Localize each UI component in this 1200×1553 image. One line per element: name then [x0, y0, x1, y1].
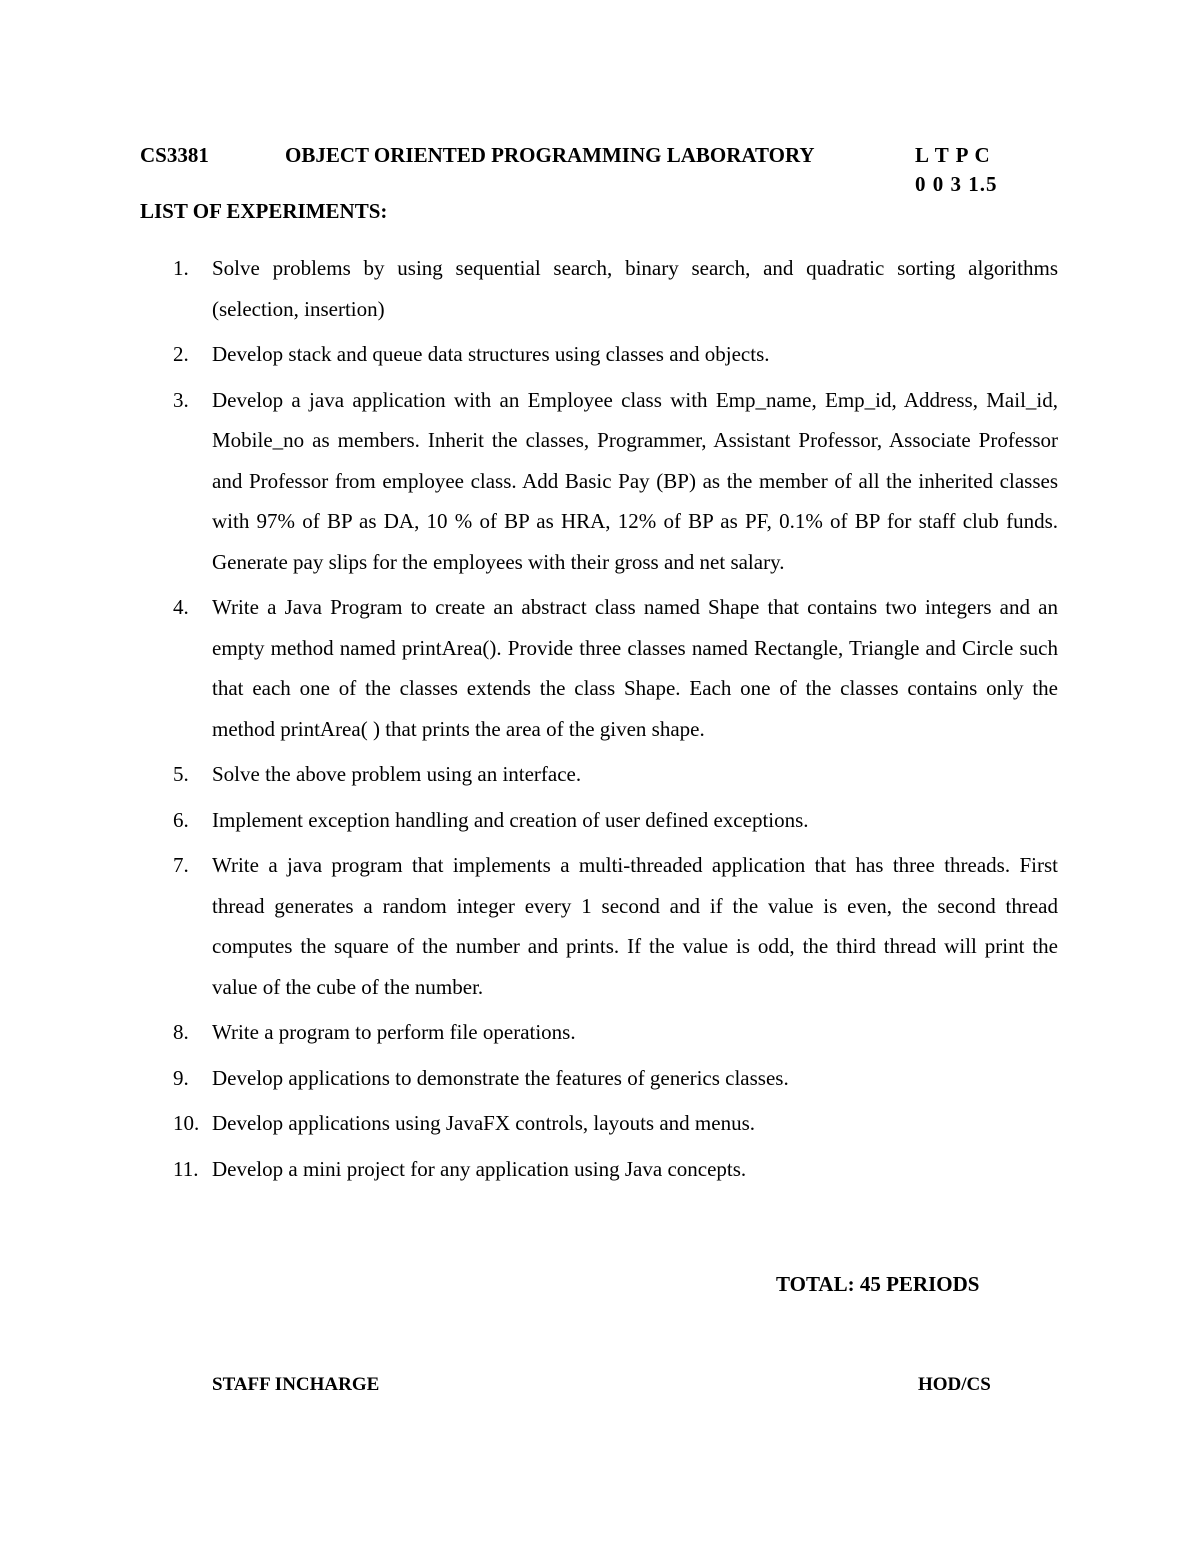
- item-number: 4.: [173, 595, 189, 619]
- list-heading: LIST OF EXPERIMENTS:: [140, 199, 388, 223]
- course-title: OBJECT ORIENTED PROGRAMMING LABORATORY: [285, 143, 815, 167]
- item-number: 5.: [173, 762, 189, 786]
- list-item: [140, 334, 1058, 375]
- item-text: Develop a mini project for any application using Java concepts.: [212, 1156, 747, 1181]
- total-periods: TOTAL: 45 PERIODS: [776, 1272, 980, 1296]
- list-item: [140, 1012, 1058, 1053]
- list-item: [140, 1103, 1058, 1144]
- course-code: CS3381: [140, 143, 209, 167]
- list-item: [140, 800, 1058, 841]
- experiment-list: [140, 248, 1058, 1194]
- list-item: [140, 380, 1058, 583]
- item-text: Develop stack and queue data structures using classes and objects.: [212, 342, 770, 366]
- staff-incharge-label: STAFF INCHARGE: [212, 1374, 380, 1395]
- item-text: Solve the above problem using an interface.: [212, 762, 582, 786]
- list-item: [140, 587, 1058, 749]
- item-number: 1.: [173, 256, 189, 280]
- item-number: 7.: [173, 853, 189, 877]
- item-number: 11.: [173, 1156, 199, 1181]
- item-number: 9.: [173, 1065, 189, 1090]
- list-item: [140, 754, 1058, 795]
- item-text: Develop applications to demonstrate the features of generics classes.: [212, 1065, 789, 1090]
- item-text: Develop applications using JavaFX controls, layouts and menus.: [212, 1111, 755, 1135]
- ltpc-labels: L T P C: [915, 143, 991, 167]
- item-text: Develop a java application with an Employee class with Emp_name, Emp_id, Address, Mail_id, Mobile_no as members. Inherit the classes, Programmer, Assistant Professor, Associate Professor and Professor from employee class. Add Basic Pay (BP) as the member of all the inherited classes with 97% of BP as DA, 10 % of BP as HRA, 12% of BP as PF, 0.1% of BP for staff club funds. Generate pay slips for the employees with their gross and net salary.: [212, 387, 1058, 574]
- item-text: Write a java program that implements a multi-threaded application that has three threads. First thread generates a random integer every 1 second and if the value is even, the second thread computes the square of the number and prints. If the value is odd, the third thread will print the value of the cube of the number.: [212, 853, 1058, 999]
- list-item: [140, 845, 1058, 1007]
- item-text: Write a program to perform file operations.: [212, 1020, 576, 1044]
- hod-label: HOD/CS: [918, 1374, 991, 1395]
- item-number: 3.: [173, 387, 189, 412]
- item-text: Solve problems by using sequential search, binary search, and quadratic sorting algorithms (selection, insertion): [212, 256, 1058, 321]
- list-item: [140, 1058, 1058, 1099]
- item-text: Implement exception handling and creation of user defined exceptions.: [212, 807, 809, 832]
- item-text: Write a Java Program to create an abstract class named Shape that contains two integers and an empty method named printArea(). Provide three classes named Rectangle, Triangle and Circle such that each one of the classes extends the class Shape. Each one of the classes contains only the method printArea( ) that prints the area of the given shape.: [212, 595, 1058, 741]
- ltpc-values: 0 0 3 1.5: [915, 172, 998, 196]
- list-item: [140, 1149, 1058, 1190]
- list-item: [140, 248, 1058, 329]
- item-number: 6.: [173, 807, 189, 832]
- item-number: 10.: [173, 1111, 200, 1135]
- item-number: 2.: [173, 342, 189, 366]
- item-number: 8.: [173, 1020, 189, 1044]
